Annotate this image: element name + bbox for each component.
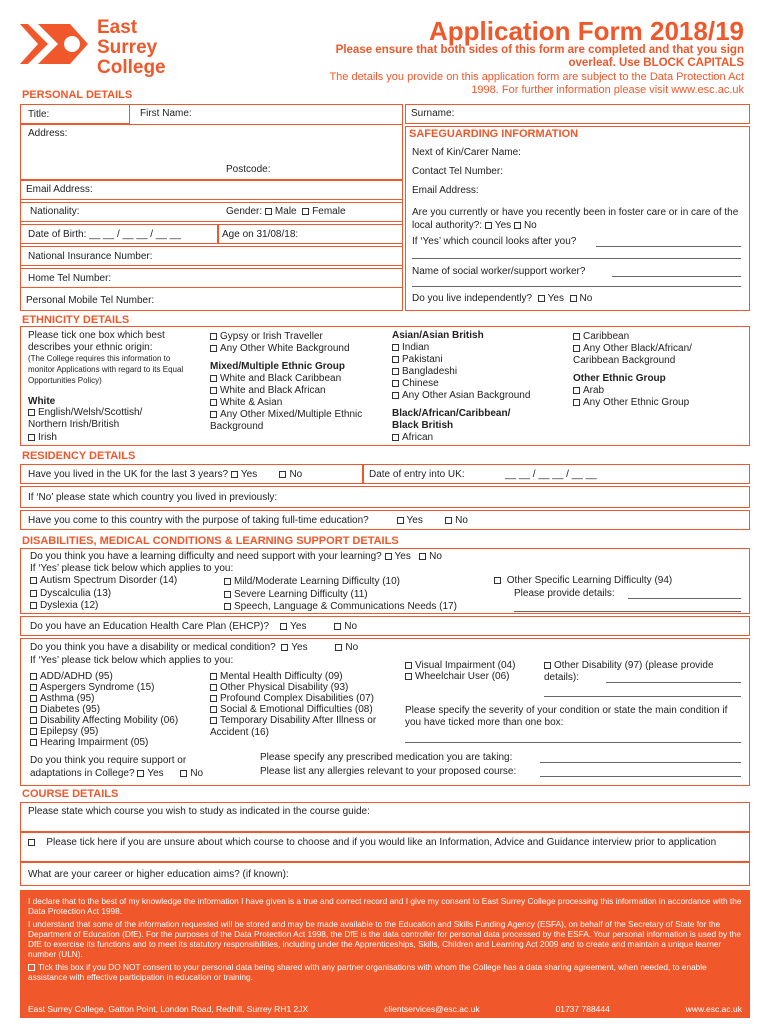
declaration-p3-group [28,962,742,982]
dis-yes-label: Yes [291,642,308,653]
previous-country-label: If ‘No’ please state which country you lived in previously: [28,492,278,503]
dis-visual-label: Visual Impairment (04) [415,660,516,671]
dis-wheelchair-label: Wheelchair User (06) [415,671,510,682]
contact-tel-label: Contact Tel Number: [412,166,503,177]
ehcp-group [30,621,357,632]
eth-other-group-label: Any Other Ethnic Group [583,397,690,408]
form-subtitle: Please ensure that both sides of this form are completed and that you sign overleaf. Use BLOCK CAPITALS [335,44,744,69]
ld-question-group [30,551,442,562]
email-label: Email Address: [26,184,93,195]
ld-dyscalculia-label: Dyscalculia (13) [40,588,112,599]
eth-bangladeshi-label: Bangladeshi [402,366,458,377]
declaration-p3: Tick this box if you DO NOT consent to your personal data being shared with any partner organisations with whom the College has a data sharing agreement, when needed, to enable assistance with effective participation in education or training. [28,962,707,982]
eth-irish-checkbox[interactable] [28,434,35,441]
education-purpose-group [28,515,468,526]
eth-pakistani-checkbox[interactable] [392,356,399,363]
eth-other-asian-label: Any Other Asian Background [402,390,531,401]
independent-yes-checkbox[interactable] [538,295,545,302]
education-purpose-label: Have you come to this country with the purpose of taking full-time education? [28,515,369,526]
foster-no-checkbox[interactable] [514,222,521,229]
address-label: Address: [28,128,68,139]
footer-web[interactable]: www.esc.ac.uk [685,1004,742,1014]
lived-uk-no-label: No [289,469,303,480]
eth-gypsy-label: Gypsy or Irish Traveller [220,331,323,342]
independent-label: Do you live independently? [412,293,533,304]
course-heading: COURSE DETAILS [22,788,119,800]
independent-no-label: No [579,293,593,304]
black-heading: Black/African/Caribbean/ Black British [392,408,511,431]
course-unsure-label: Please tick here if you are unsure about which course to choose and if you would like an Information, Advice and Guidance interview prior to application [46,837,717,848]
logo-line-3: College [97,57,166,78]
logo-line-1: East [97,17,138,38]
course-unsure-checkbox[interactable] [28,839,35,846]
eth-other-white-option[interactable] [210,343,350,355]
eth-arab-label: Arab [583,385,605,396]
ld-no-checkbox[interactable] [419,553,426,560]
female-label: Female [312,206,346,217]
eth-indian-label: Indian [402,342,430,353]
eth-indian-checkbox[interactable] [392,344,399,351]
ld-other-label: Other Specific Learning Difficulty (94) [506,575,673,586]
ld-severe-option[interactable] [224,589,368,601]
dis-mobility-checkbox[interactable] [30,717,37,724]
title-label: Title: [28,109,50,120]
foster-question-text: Are you currently or have you recently been in foster care or in care of the local authority?: [412,207,739,231]
dis-if-yes-label: If ‘Yes’ please tick below which applies to you: [30,655,234,666]
support-no-label: No [190,768,204,779]
eth-other-group-option[interactable] [573,397,689,409]
eth-pakistani-option[interactable] [392,354,443,366]
eth-other-white-label: Any Other White Background [220,343,350,354]
ld-mild-label: Mild/Moderate Learning Difficulty (10) [234,576,401,587]
eth-caribbean-label: Caribbean [583,331,630,342]
dis-question-group [30,642,358,653]
dis-mental-label: Mental Health Difficulty (09) [220,671,343,682]
ld-mild-option[interactable] [224,576,400,588]
dis-physical-label: Other Physical Disability (93) [220,682,349,693]
dis-other-option[interactable] [544,660,739,684]
eth-indian-option[interactable] [392,342,429,354]
ld-dyslexia-checkbox[interactable] [30,602,37,609]
eth-other-black-label: Any Other Black/African/ Caribbean Background [573,343,692,366]
council-line[interactable] [596,246,741,247]
surname-label: Surname: [411,108,455,119]
dis-physical-checkbox[interactable] [210,684,217,691]
white-heading: White [28,396,56,407]
dis-temporary-checkbox[interactable] [210,717,217,724]
postcode-label: Postcode: [226,164,271,175]
dis-severity-label: Please specify the severity of your condition or state the main condition if you have ticked more than one box: [405,705,728,728]
eth-bangladeshi-option[interactable] [392,366,457,378]
council-label: If ‘Yes’ which council looks after you? [412,236,577,247]
dob-label: Date of Birth: __ __ / __ __ / __ __ [28,229,181,240]
dis-adhd-checkbox[interactable] [30,673,37,680]
eth-african-checkbox[interactable] [392,434,399,441]
dis-no-checkbox[interactable] [335,644,342,651]
eth-mixed-2-option[interactable] [210,385,326,397]
eth-irish-label: Irish [38,432,57,443]
address-field[interactable] [20,124,403,180]
foster-no-label: No [523,220,537,231]
male-label: Male [274,206,297,217]
female-checkbox[interactable] [302,208,309,215]
education-no-label: No [455,515,468,526]
lived-uk-yes-checkbox[interactable] [231,471,238,478]
ld-severe-label: Severe Learning Difficulty (11) [234,589,368,600]
ehcp-yes-label: Yes [290,621,307,632]
dis-epilepsy-checkbox[interactable] [30,728,37,735]
ld-details-line-2[interactable] [514,611,741,612]
asian-heading: Asian/Asian British [392,330,484,341]
dis-hearing-checkbox[interactable] [30,739,37,746]
eth-gypsy-option[interactable] [210,331,323,343]
eth-mixed-1-option[interactable] [210,373,341,385]
dis-no-label: No [345,642,359,653]
education-yes-label: Yes [406,515,423,526]
eth-chinese-option[interactable] [392,378,439,390]
dis-diabetes-label: Diabetes (95) [40,704,101,715]
ld-mild-checkbox[interactable] [224,578,231,585]
eth-english-checkbox[interactable] [28,409,35,416]
ld-yes-label: Yes [394,551,411,562]
ld-severe-checkbox[interactable] [224,591,231,598]
dis-mobility-label: Disability Affecting Mobility (06) [40,715,179,726]
eth-arab-checkbox[interactable] [573,387,580,394]
eth-other-asian-checkbox[interactable] [392,392,399,399]
ethnicity-note: (The College requires this information to monitor Applications with regard to its Equal Opportunities Policy) [28,354,184,385]
dis-visual-checkbox[interactable] [405,662,412,669]
foster-question [412,206,742,232]
medication-line[interactable] [540,762,741,763]
ehcp-yes-checkbox[interactable] [280,623,287,630]
gender-group [226,206,346,217]
logo-line-2: Surrey [97,37,158,58]
lived-uk-group [28,469,302,480]
course-study-label: Please state which course you wish to study as indicated in the course guide: [28,806,370,817]
footer-phone: 01737 788444 [555,1004,610,1014]
dis-other-label: Other Disability (97) (please provide details): [544,660,714,683]
ld-autism-checkbox[interactable] [30,577,37,584]
eth-mixed-2-label: White and Black African [220,385,326,396]
independent-yes-label: Yes [547,293,564,304]
form-title: Application Form 2018/19 [429,16,744,46]
dis-wheelchair-option[interactable] [405,671,509,683]
eth-english-option[interactable] [28,407,178,431]
footer-address: East Surrey College, Gatton Point, London Road, Redhill, Surrey RH1 2JX [28,1004,309,1014]
dis-aspergers-checkbox[interactable] [30,684,37,691]
eth-chinese-checkbox[interactable] [392,380,399,387]
eth-other-black-checkbox[interactable] [573,345,580,352]
eth-mixed-1-label: White and Black Caribbean [220,373,342,384]
dis-profound-checkbox[interactable] [210,695,217,702]
ld-dyscalculia-option[interactable] [30,588,111,600]
support-question-group [30,754,220,780]
allergies-line[interactable] [540,776,741,777]
ld-other-checkbox[interactable] [494,577,501,584]
dis-temporary-label: Temporary Disability After Illness or Accident (16) [210,715,377,738]
ni-label: National Insurance Number: [28,251,153,262]
eth-gypsy-checkbox[interactable] [210,333,217,340]
kin-email-label: Email Address: [412,185,479,196]
dis-severity-line[interactable] [405,742,741,743]
independent-no-checkbox[interactable] [570,295,577,302]
dis-temporary-option[interactable] [210,715,395,739]
dis-question: Do you think you have a disability or medical condition? [30,642,276,653]
dis-diabetes-checkbox[interactable] [30,706,37,713]
social-worker-line-2[interactable] [412,286,741,287]
dis-other-checkbox[interactable] [544,662,551,669]
support-no-checkbox[interactable] [180,770,187,777]
education-yes-checkbox[interactable] [397,517,404,524]
declaration-p1: I declare that to the best of my knowledge the information I have given is a true and correct record and I give my consent to East Surrey College processing this information in accordance with the Data Protection Act 1998. [28,896,742,916]
eth-mixed-4-label: Any Other Mixed/Multiple Ethnic Background [210,409,363,432]
ld-dyslexia-label: Dyslexia (12) [40,600,99,611]
course-unsure-option[interactable] [28,837,738,849]
ld-if-yes-label: If ‘Yes’ please tick below which applies to you: [30,563,234,574]
eth-other-white-checkbox[interactable] [210,345,217,352]
mobile-label: Personal Mobile Tel Number: [26,295,155,306]
eth-african-option[interactable] [392,432,433,444]
ld-autism-label: Autism Spectrum Disorder (14) [40,575,178,586]
mixed-heading: Mixed/Multiple Ethnic Group [210,361,345,372]
dis-profound-label: Profound Complex Disabilities (07) [220,693,374,704]
independent-group [412,293,592,304]
ehcp-label: Do you have an Education Health Care Plan (EHCP)? [30,621,270,632]
eth-caribbean-option[interactable] [573,331,629,343]
first-name-label: First Name: [140,108,192,119]
lived-uk-label: Have you lived in the UK for the last 3 years? [28,469,229,480]
eth-mixed-4-option[interactable] [210,409,370,433]
declaration-p2: I understand that some of the information requested will be stored and may be made available to the Education and Skills Funding Agency (ESFA), on behalf of the Secretary of State for the Department of Education (DfE). For the purposes of the Data Protection Act 1998, the DfE is the data controller for personal data processed by the ESFA. Your personal information is used by the DfE to exercise its functions and to meet its statutory responsibilities, including under the Apprenticeships, Skills, Children and Learning Act 2009 and to create and maintain a unique learner number (ULN). [28,919,742,959]
ld-speech-label: Speech, Language & Communications Needs (17) [234,601,457,612]
dis-social-checkbox[interactable] [210,706,217,713]
ehcp-no-checkbox[interactable] [334,623,341,630]
eth-pakistani-label: Pakistani [402,354,443,365]
council-line-2[interactable] [412,258,741,259]
ehcp-no-label: No [344,621,358,632]
allergies-label: Please list any allergies relevant to your proposed course: [260,766,517,777]
eth-mixed-1-checkbox[interactable] [210,375,217,382]
no-consent-checkbox[interactable] [28,964,35,971]
lived-uk-yes-label: Yes [240,469,258,480]
ld-speech-checkbox[interactable] [224,603,231,610]
ld-dyslexia-option[interactable] [30,600,98,612]
eth-other-black-option[interactable] [573,343,733,367]
age-label: Age on 31/08/18: [222,229,299,240]
support-question: Do you think you require support or adaptations in College? [30,755,187,779]
ld-provide-label: Please provide details: [514,588,615,599]
dis-mental-checkbox[interactable] [210,673,217,680]
ld-autism-option[interactable] [30,575,177,587]
footer [20,1000,750,1018]
declaration-panel [20,890,750,1018]
career-aims-label: What are your career or higher education aims? (if known): [28,869,289,880]
entry-date-label: Date of entry into UK: [369,469,465,480]
personal-details-heading: PERSONAL DETAILS [22,89,133,101]
dis-adhd-label: ADD/ADHD (95) [40,671,113,682]
social-worker-line[interactable] [612,276,741,277]
eth-mixed-3-option[interactable] [210,397,282,409]
eth-caribbean-checkbox[interactable] [573,333,580,340]
home-tel-label: Home Tel Number: [28,273,112,284]
education-no-checkbox[interactable] [445,517,452,524]
foster-yes-label: Yes [494,220,512,231]
social-worker-label: Name of social worker/support worker? [412,266,586,277]
dis-social-label: Social & Emotional Difficulties (08) [220,704,373,715]
other-ethnic-heading: Other Ethnic Group [573,373,666,384]
entry-date-format: __ __ / __ __ / __ __ [505,469,597,480]
ld-dyscalculia-checkbox[interactable] [30,590,37,597]
ld-question: Do you think you have a learning difficulty and need support with your learning? [30,551,382,562]
surname-field[interactable] [405,104,750,124]
eth-bangladeshi-checkbox[interactable] [392,368,399,375]
dis-hearing-option[interactable] [30,737,148,749]
ld-yes-checkbox[interactable] [385,553,392,560]
foster-yes-checkbox[interactable] [485,222,492,229]
ethnicity-heading: ETHNICITY DETAILS [22,314,130,326]
dis-hearing-label: Hearing Impairment (05) [40,737,149,748]
dis-asthma-checkbox[interactable] [30,695,37,702]
support-yes-label: Yes [147,768,164,779]
residency-heading: RESIDENCY DETAILS [22,450,136,462]
eth-arab-option[interactable] [573,385,604,397]
dis-other-line[interactable] [606,682,741,683]
dis-other-line-2[interactable] [544,696,741,697]
dis-wheelchair-checkbox[interactable] [405,673,412,680]
eth-other-asian-option[interactable] [392,390,530,402]
eth-mixed-2-checkbox[interactable] [210,387,217,394]
ld-details-line[interactable] [628,598,741,599]
dis-yes-checkbox[interactable] [281,644,288,651]
eth-chinese-label: Chinese [402,378,439,389]
ethnicity-instruction: Please tick one box which best describes your ethnic origin: [28,330,165,353]
eth-mixed-3-label: White & Asian [220,397,283,408]
gender-label: Gender: [226,206,263,217]
ld-other-option[interactable] [494,575,672,587]
next-of-kin-label: Next of Kin/Carer Name: [412,147,521,158]
eth-english-label: English/Welsh/Scottish/ Northern Irish/British [28,407,143,430]
eth-other-group-checkbox[interactable] [573,399,580,406]
male-checkbox[interactable] [265,208,272,215]
eth-mixed-4-checkbox[interactable] [210,411,217,418]
disabilities-heading: DISABILITIES, MEDICAL CONDITIONS & LEARNING SUPPORT DETAILS [22,535,399,547]
nationality-label: Nationality: [30,206,80,217]
medication-label: Please specify any prescribed medication you are taking: [260,752,513,763]
dis-epilepsy-label: Epilepsy (95) [40,726,99,737]
ld-speech-option[interactable] [224,601,457,613]
lived-uk-no-checkbox[interactable] [279,471,286,478]
eth-irish-option[interactable] [28,432,57,444]
support-yes-checkbox[interactable] [137,770,144,777]
footer-email[interactable]: clientservices@esc.ac.uk [384,1004,480,1014]
eth-african-label: African [402,432,434,443]
safeguarding-heading: SAFEGUARDING INFORMATION [405,126,750,142]
dis-aspergers-label: Aspergers Syndrome (15) [40,682,155,693]
ld-no-label: No [429,551,442,562]
data-protection-notice: The details you provide on this application form are subject to the Data Protection Act 1998. For further information please visit www.esc.ac.uk [329,71,744,96]
dis-asthma-label: Asthma (95) [40,693,95,704]
eth-mixed-3-checkbox[interactable] [210,399,217,406]
